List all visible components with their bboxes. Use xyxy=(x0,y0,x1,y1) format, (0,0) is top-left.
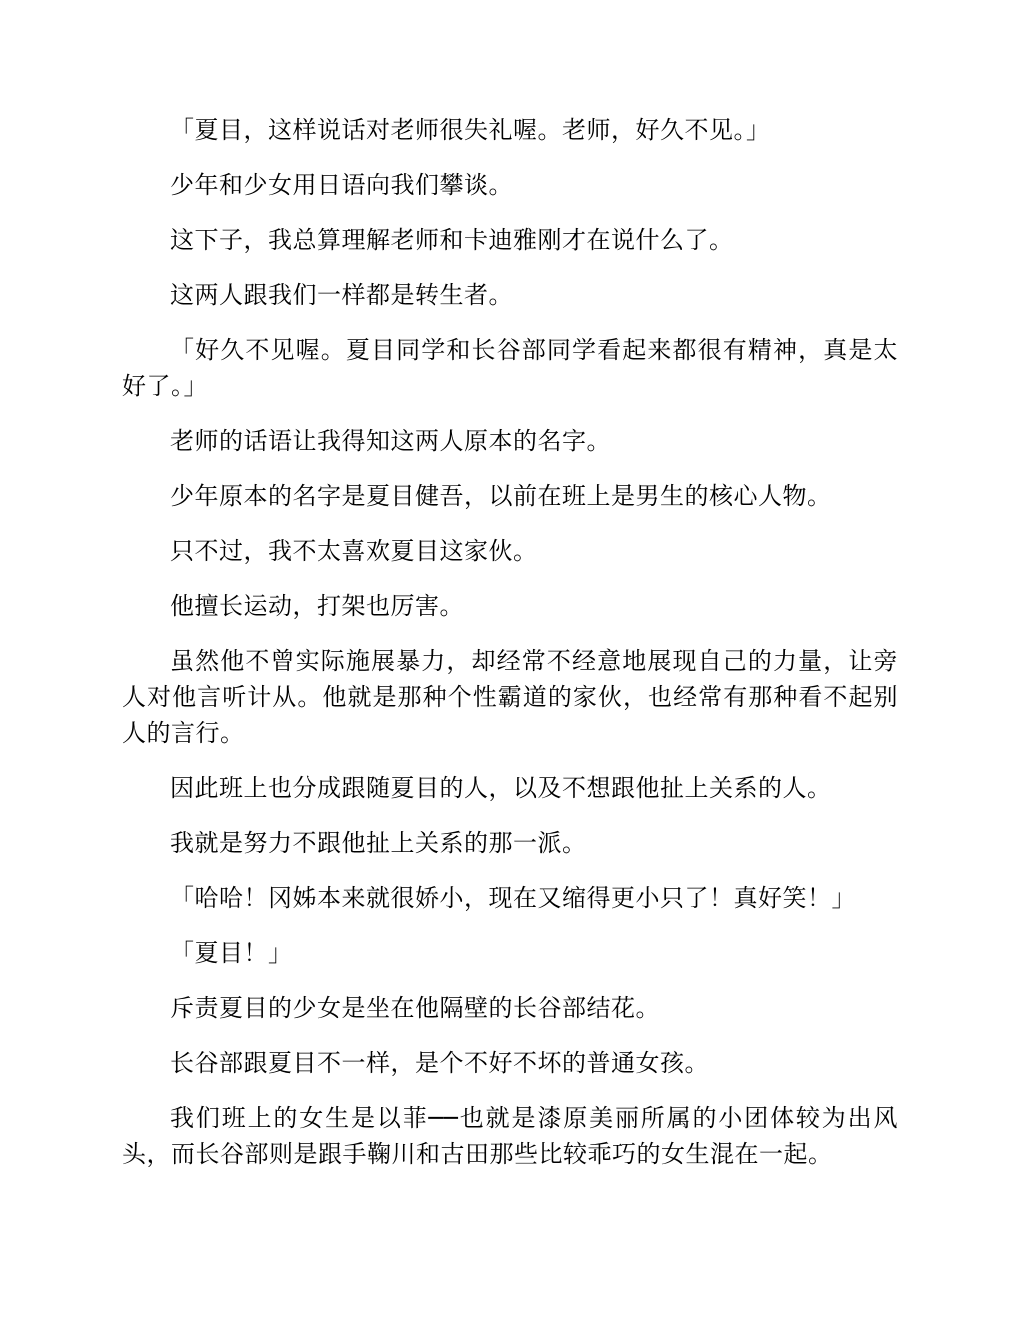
paragraph: 长谷部跟夏目不一样，是个不好不坏的普通女孩。 xyxy=(170,1049,709,1077)
paragraph: 只不过，我不太喜欢夏目这家伙。 xyxy=(170,537,538,565)
paragraph: 老师的话语让我得知这两人原本的名字。 xyxy=(170,427,611,455)
paragraph: 我就是努力不跟他扯上关系的那一派。 xyxy=(170,829,587,857)
paragraph: 我们班上的女生是以菲──也就是漆原美丽所属的小团体较为出风头，而长谷部则是跟手鞠川和古田那些比较乖巧的女生混在一起。 xyxy=(122,1104,898,1168)
paragraph: 少年原本的名字是夏目健吾，以前在班上是男生的核心人物。 xyxy=(170,482,832,510)
paragraph: 「哈哈！冈姊本来就很娇小，现在又缩得更小只了！真好笑！」 xyxy=(170,884,856,912)
text-body xyxy=(122,112,898,1191)
paragraph: 少年和少女用日语向我们攀谈。 xyxy=(170,171,513,199)
paragraph: 因此班上也分成跟随夏目的人，以及不想跟他扯上关系的人。 xyxy=(170,774,832,802)
paragraph: 「夏目！」 xyxy=(170,939,293,967)
paragraph: 「好久不见喔。夏目同学和长谷部同学看起来都很有精神，真是太好了。」 xyxy=(122,336,898,400)
paragraph: 这两人跟我们一样都是转生者。 xyxy=(170,281,513,309)
paragraph: 这下子，我总算理解老师和卡迪雅刚才在说什么了。 xyxy=(170,226,734,254)
paragraph: 「夏目，这样说话对老师很失礼喔。老师，好久不见。」 xyxy=(170,116,771,144)
paragraph: 斥责夏目的少女是坐在他隔壁的长谷部结花。 xyxy=(170,994,660,1022)
paragraph: 他擅长运动，打架也厉害。 xyxy=(170,592,464,620)
paragraph: 虽然他不曾实际施展暴力，却经常不经意地展现自己的力量，让旁人对他言听计从。他就是那种个性霸道的家伙，也经常有那种看不起别人的言行。 xyxy=(122,647,898,747)
